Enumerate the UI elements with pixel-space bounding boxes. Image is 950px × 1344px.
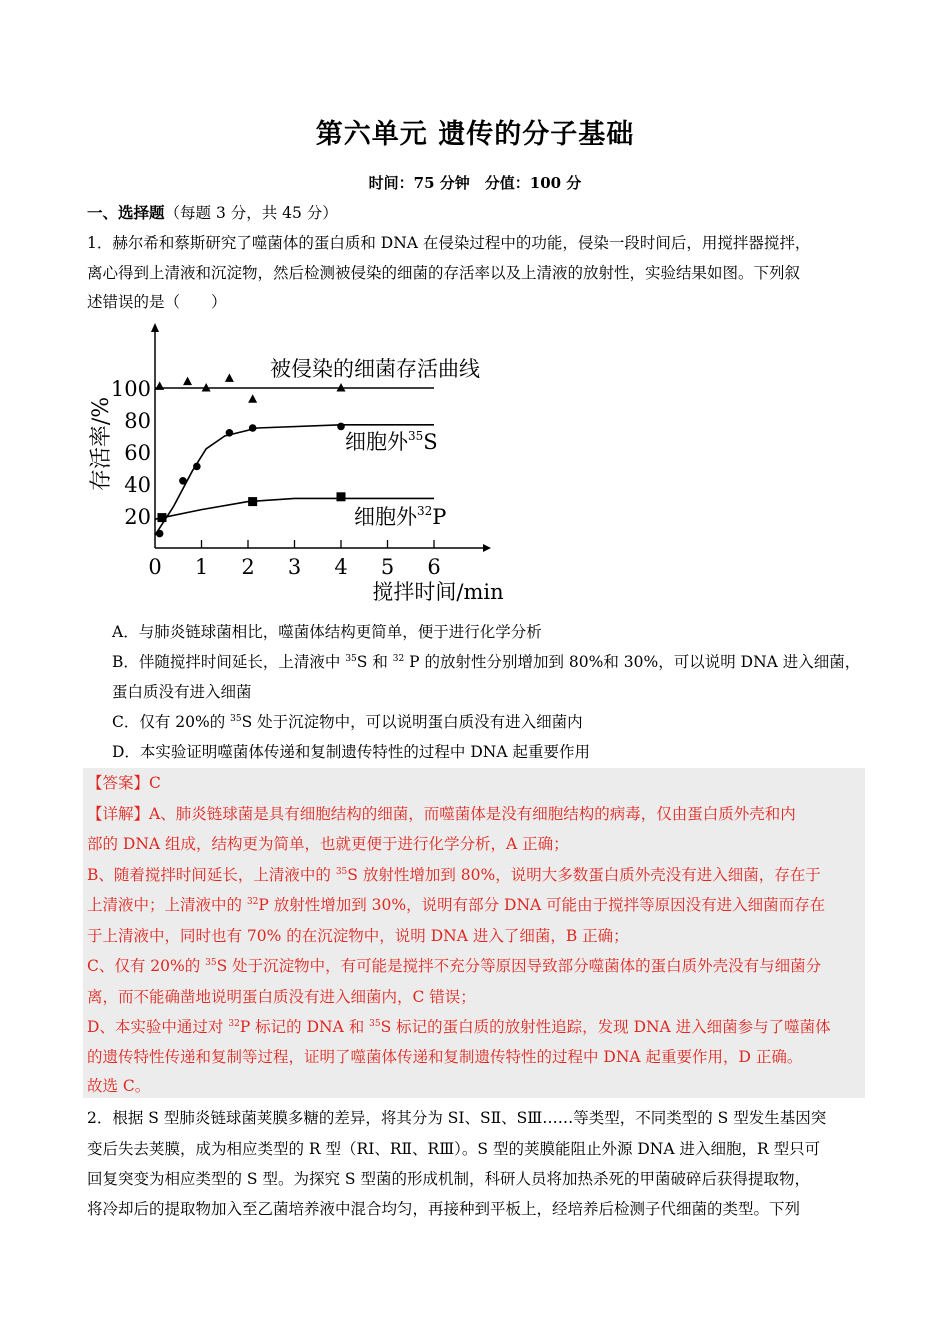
triangle-point (183, 377, 192, 386)
detail-line-10: 故选 C。 (87, 1077, 151, 1095)
detail-line-4: 上清液中；上清液中的 $^{32}$P 放射性增加到 30%，说明有部分 DNA 可能由于搅拌等原因没有进入细菌而存在 (87, 896, 826, 914)
x-axis-label: 搅拌时间/min (372, 580, 504, 604)
triangle-point (225, 373, 234, 382)
x-tick-label: 3 (287, 555, 302, 579)
detail-line-7: 离，而不能确凿地说明蛋白质没有进入细菌内，C 错误； (87, 988, 476, 1006)
x-tick-label: 5 (380, 555, 395, 579)
q1-line-3: 述错误的是（ ） (87, 293, 227, 311)
circle-point (179, 477, 187, 485)
q2-line-4: 将冷却后的提取物加入至乙菌培养液中混合均匀，再接种到平板上，经培养后检测子代细菌的类型。下列 (87, 1200, 801, 1218)
circle-point (193, 463, 201, 471)
detail-line-8: D、本实验中通过对 $^{32}$P 标记的 DNA 和 $^{35}$S 标记的蛋白质的放射性追踪，发现 DNA 进入细菌参与了噬菌体 (87, 1018, 831, 1036)
y-tick-label: 100 (110, 377, 151, 401)
circle-point (156, 530, 164, 538)
q2-line-1: 2．根据 S 型肺炎链球菌荚膜多糖的差异，将其分为 SⅠ、SⅡ、SⅢ……等类型，不同类型的 S 型发生基因突 (87, 1109, 827, 1127)
series-label-survival: 被侵染的细菌存活曲线 (270, 357, 480, 381)
detail-line-1: 【详解】A、肺炎链球菌是具有细胞结构的细菌，而噬菌体是没有细胞结构的病毒，仅由蛋白质外壳和内 (87, 805, 796, 823)
q2-line-3: 回复突变为相应类型的 S 型。为探究 S 型菌的形成机制，科研人员将加热杀死的甲菌破碎后获得提取物， (87, 1170, 810, 1188)
series-label-35s: 细胞外$^{35}$S (345, 429, 438, 454)
series-label-32p: 细胞外$^{32}$P (354, 504, 447, 529)
y-tick-label: 40 (124, 473, 151, 497)
detail-tag: 【详解】 (87, 805, 150, 823)
square-point (337, 492, 346, 501)
circle-point (337, 423, 345, 431)
y-axis-label: 存活率/% (89, 396, 114, 492)
q1-line-1: 1．赫尔希和蔡斯研究了噬菌体的蛋白质和 DNA 在侵染过程中的功能，侵染一段时间后，用搅拌器搅拌， (87, 234, 811, 252)
survival-chart (80, 318, 520, 608)
detail-line-5: 于上清液中，同时也有 70% 的在沉淀物中，说明 DNA 进入了细菌，B 正确； (87, 927, 629, 945)
y-tick-label: 80 (124, 409, 151, 433)
triangle-point (248, 394, 257, 403)
q1-line-2: 离心得到上清液和沉淀物，然后检测被侵染的细菌的存活率以及上清液的放射性，实验结果如图。下列叙 (87, 264, 801, 282)
y-axis-arrow (151, 323, 159, 332)
q1-option-d: D．本实验证明噬菌体传递和复制遗传特性的过程中 DNA 起重要作用 (112, 743, 590, 761)
q2-line-2: 变后失去荚膜，成为相应类型的 R 型（RⅠ、RⅡ、RⅢ）。S 型的荚膜能阻止外源 DNA 进入细胞，R 型只可 (87, 1140, 821, 1158)
q1-option-b: B．伴随搅拌时间延长，上清液中 $^{35}$S 和 $^{32}$ P 的放射性分别增加到 80%和 30%，可以说明 DNA 进入细菌， (112, 653, 861, 671)
x-tick-label: 6 (427, 555, 441, 579)
circle-point (249, 424, 257, 432)
y-tick-label: 20 (124, 505, 151, 529)
square-point (248, 497, 257, 506)
section-note: （每题 3 分，共 45 分） (164, 204, 338, 222)
square-point (157, 513, 166, 522)
x-tick-label: 2 (241, 555, 255, 579)
detail-line-3: B、随着搅拌时间延长，上清液中的 $^{35}$S 放射性增加到 80%，说明大多数蛋白质外壳没有进入细菌，存在于 (87, 866, 821, 884)
section-heading (87, 203, 338, 223)
detail-line-6: C、仅有 20%的 $^{35}$S 处于沉淀物中，有可能是搅拌不充分等原因导致部分噬菌体的蛋白质外壳没有与细菌分 (87, 957, 822, 975)
answer-tag: 【答案】 (87, 774, 150, 792)
y-tick-label: 60 (124, 441, 151, 465)
detail-line-2: 部的 DNA 组成，结构更为简单，也就更便于进行化学分析，A 正确； (87, 835, 569, 853)
x-tick-label: 4 (334, 555, 348, 579)
answer-value: C (149, 774, 161, 792)
detail-line-9: 的遗传特性传递和复制等过程，证明了噬菌体传递和复制遗传特性的过程中 DNA 起重要作用，D 正确。 (87, 1048, 803, 1066)
x-axis-arrow (483, 544, 491, 552)
triangle-point (155, 381, 164, 390)
exam-info: 时间：75 分钟 分值：100 分 (368, 174, 582, 192)
q1-option-a: A．与肺炎链球菌相比，噬菌体结构更简单，便于进行化学分析 (112, 623, 542, 641)
section-title: 一、选择题 (87, 203, 165, 222)
q1-option-b-cont: 蛋白质没有进入细菌 (112, 683, 252, 701)
x-tick-label: 0 (148, 555, 162, 579)
circle-point (226, 429, 234, 437)
q1-option-c: C．仅有 20%的 $^{35}$S 处于沉淀物中，可以说明蛋白质没有进入细菌内 (112, 713, 583, 731)
x-tick-label: 1 (194, 555, 209, 579)
answer-line (87, 773, 161, 793)
page-title: 第六单元 遗传的分子基础 (315, 119, 635, 150)
